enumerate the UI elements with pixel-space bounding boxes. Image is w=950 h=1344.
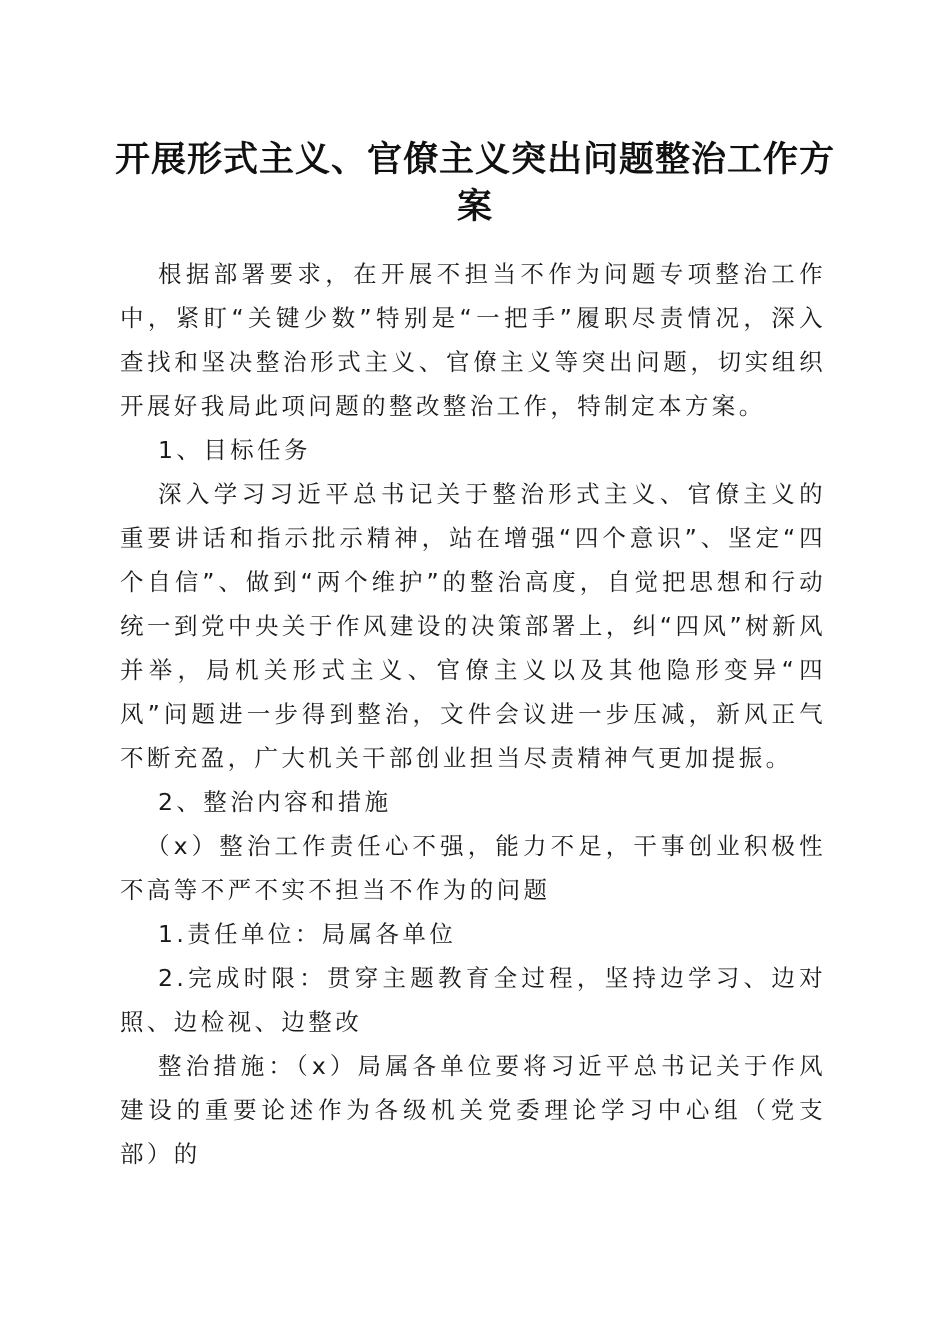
responsible-unit-paragraph: 1.责任单位：局属各单位 <box>158 920 457 948</box>
document-title: 开展形式主义、官僚主义突出问题整治工作方案 <box>114 139 835 227</box>
section-heading-measures: 2、整治内容和措施 <box>158 788 392 816</box>
section-heading-goals: 1、目标任务 <box>158 436 311 464</box>
deadline-paragraph: 2.完成时限：贯穿主题教育全过程，坚持边学习、边对照、边检视、边整改 <box>120 964 826 1036</box>
issue-item-paragraph: （x）整治工作责任心不强，能力不足，干事创业积极性不高等不严不实不担当不作为的问题 <box>120 832 826 904</box>
intro-paragraph: 根据部署要求，在开展不担当不作为问题专项整治工作中，紧盯“关键少数”特别是“一把手”履职尽责情况，深入查找和坚决整治形式主义、官僚主义等突出问题，切实组织开展好我局此项问题的整改整治工作，特制定本方案。 <box>120 260 826 420</box>
measures-paragraph: 整治措施：（x）局属各单位要将习近平总书记关于作风建设的重要论述作为各级机关党委理论学习中心组（党支部）的 <box>120 1052 826 1168</box>
document-body <box>120 252 826 1176</box>
goals-paragraph: 深入学习习近平总书记关于整治形式主义、官僚主义的重要讲话和指示批示精神，站在增强“四个意识”、坚定“四个自信”、做到“两个维护”的整治高度，自觉把思想和行动统一到党中央关于作风建设的决策部署上，纠“四风”树新风并举，局机关形式主义、官僚主义以及其他隐形变异“四风”问题进一步得到整治，文件会议进一步压减，新风正气不断充盈，广大机关干部创业担当尽责精神气更加提振。 <box>120 480 826 772</box>
